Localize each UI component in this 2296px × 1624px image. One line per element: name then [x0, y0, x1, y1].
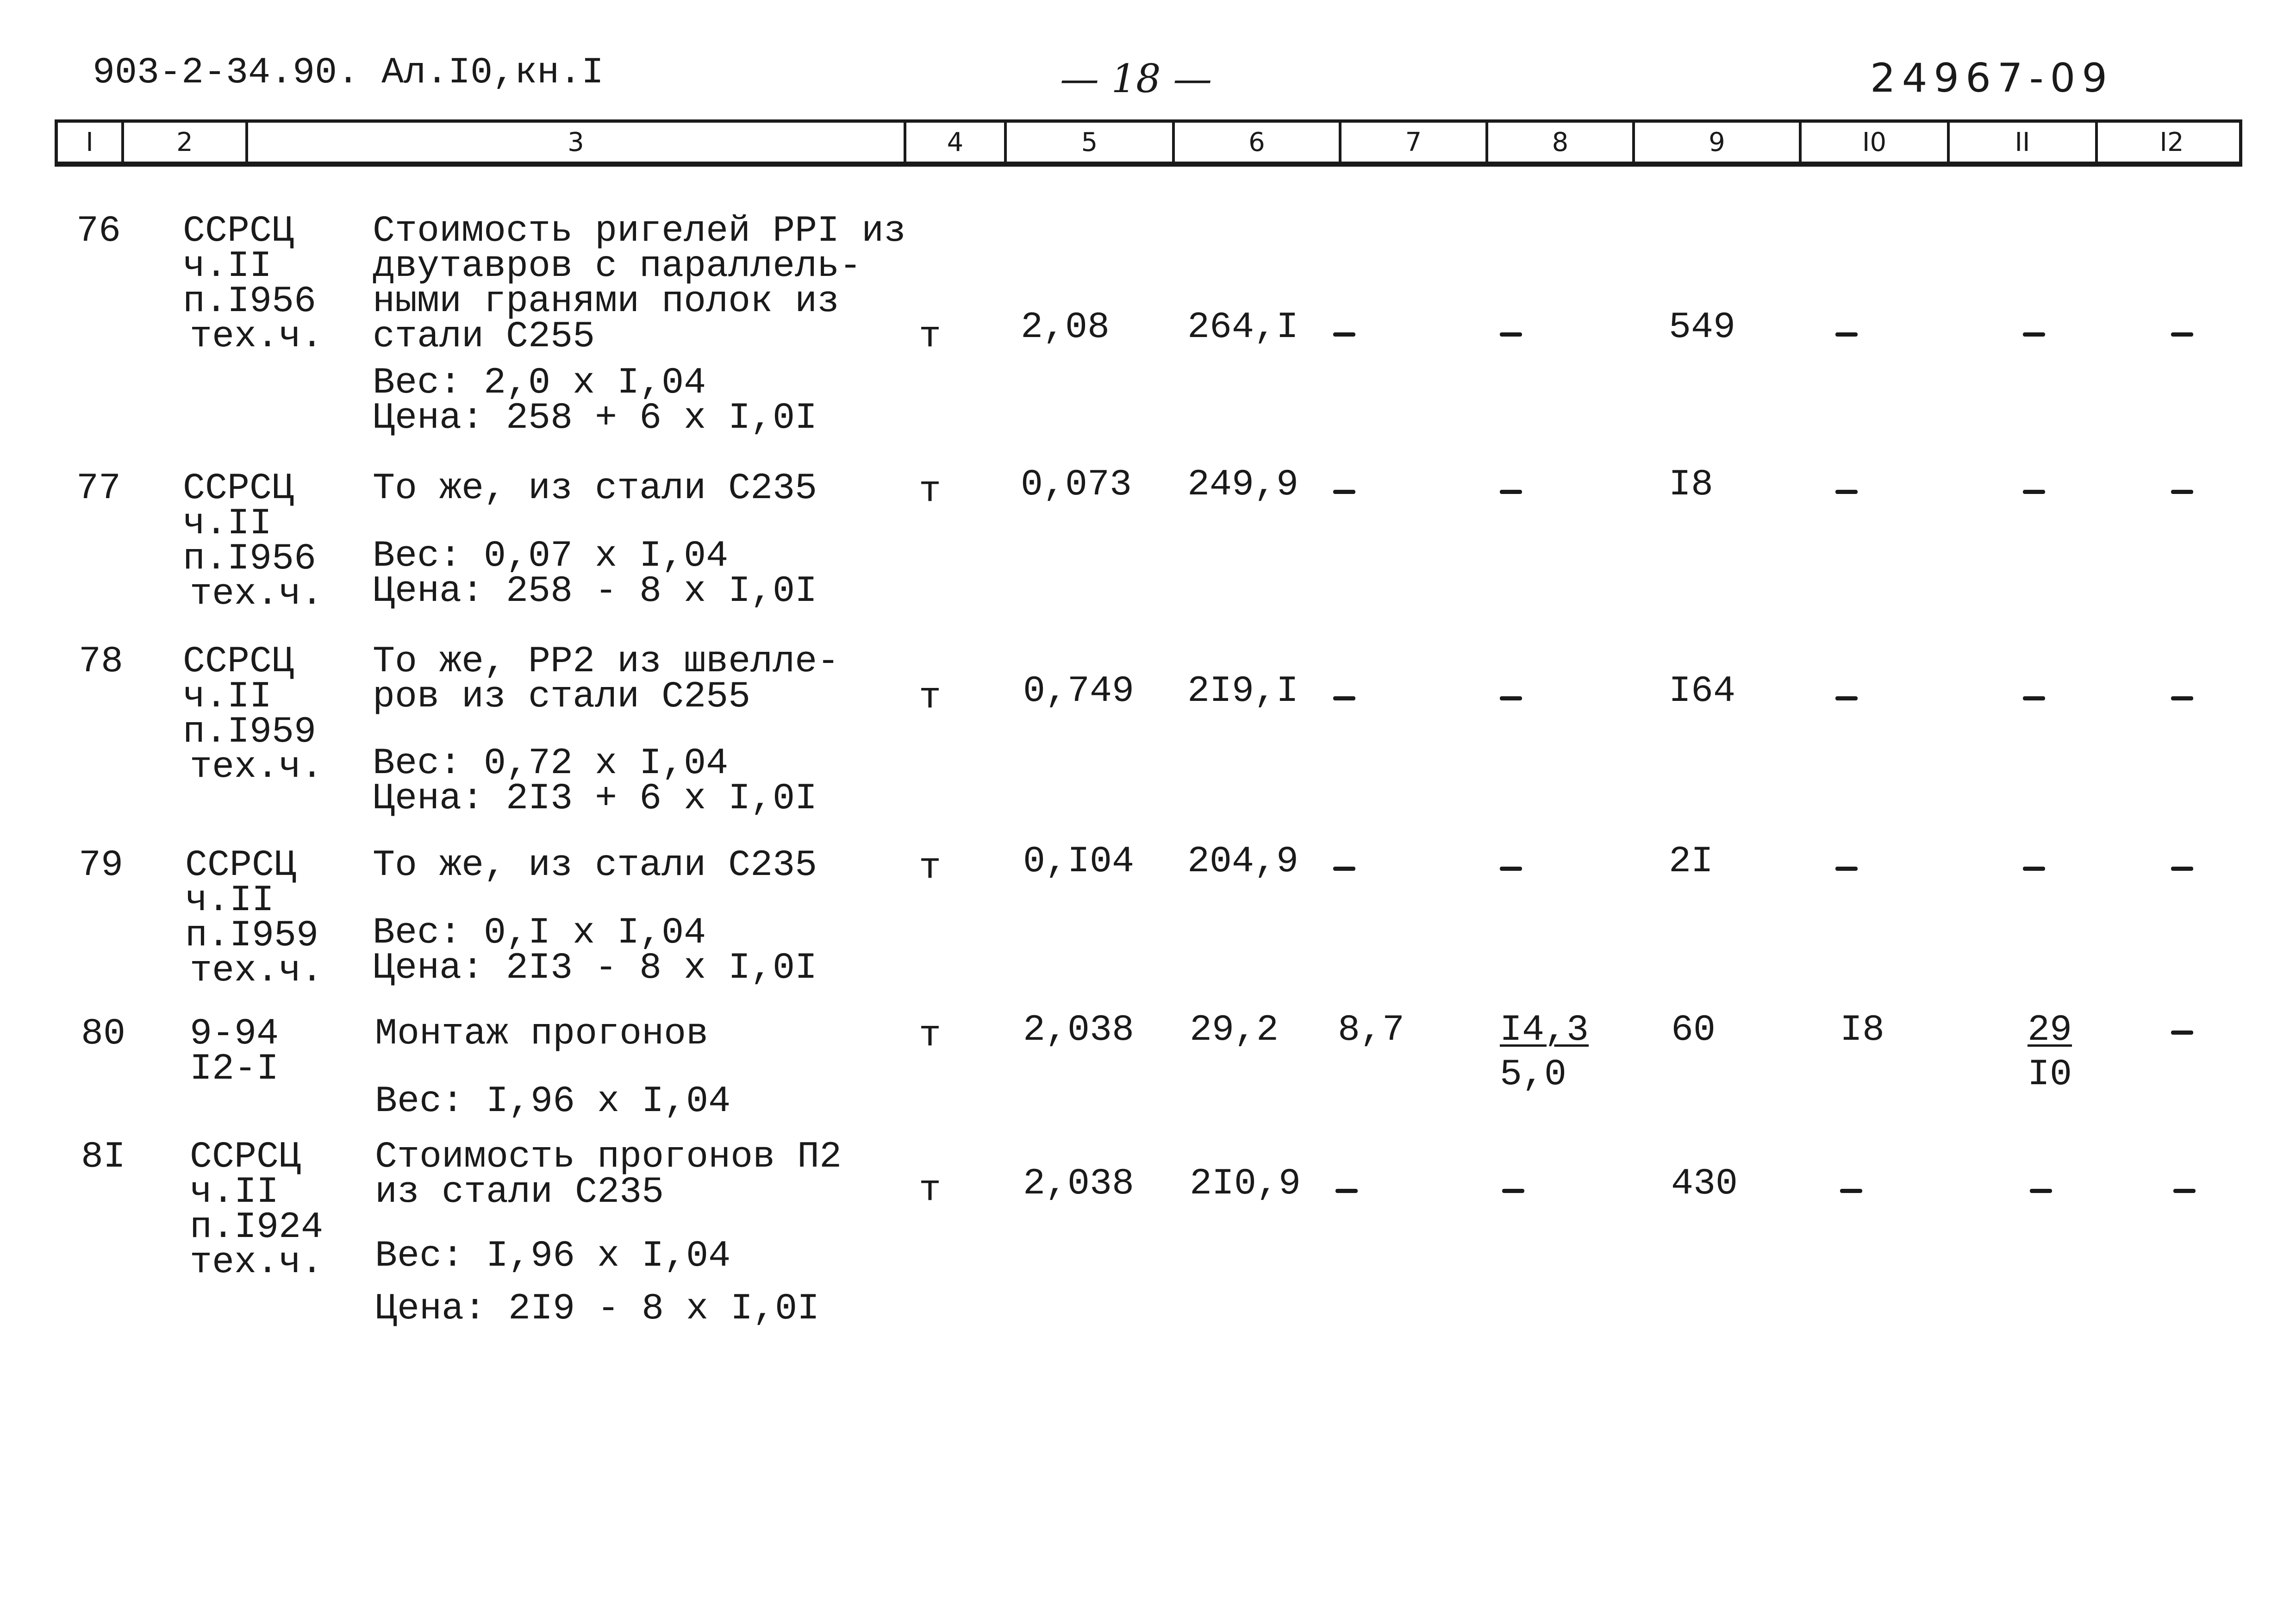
quantity-cell: 2,038 [1023, 1009, 1135, 1051]
description-line: Стоимость ригелей PPI из [373, 210, 906, 252]
ref-line: тех.ч. [190, 573, 324, 615]
row-number: 80 [81, 1013, 126, 1055]
dash-mark [2023, 867, 2045, 871]
ref-line: ч.II [183, 245, 272, 287]
ref-line: ССРСЦ [183, 468, 294, 510]
dash-mark [2023, 696, 2045, 700]
col8-numerator: I4,3 [1500, 1009, 1589, 1051]
col-header-7: 7 [1339, 123, 1485, 162]
col10-cell: I8 [1840, 1009, 1885, 1051]
unit-cell: т [919, 677, 942, 719]
description-line: Монтаж прогонов [375, 1013, 709, 1055]
weight-formula: Вес: I,96 x I,04 [375, 1081, 731, 1123]
col-header-10: I0 [1799, 123, 1947, 162]
col-header-5: 5 [1004, 123, 1172, 162]
price-formula: Цена: 2I9 - 8 x I,0I [375, 1288, 820, 1330]
ref-line: п.I959 [185, 915, 319, 957]
description-line: ров из стали С255 [373, 676, 751, 718]
col-header-12: I2 [2095, 123, 2246, 162]
dash-mark [2030, 1189, 2052, 1193]
col-header-4: 4 [904, 123, 1004, 162]
col9-cell: I8 [1669, 464, 1714, 506]
col6-cell: 2I9,I [1187, 670, 1299, 712]
weight-formula: Вес: 2,0 x I,04 [373, 362, 706, 404]
weight-formula: Вес: I,96 x I,04 [375, 1235, 731, 1277]
col6-cell: 249,9 [1187, 464, 1299, 506]
dash-mark [1333, 696, 1355, 700]
quantity-cell: 2,038 [1023, 1163, 1135, 1205]
description-line: ными гранями полок из [373, 281, 840, 323]
dash-mark [1333, 867, 1355, 871]
ref-line: п.I956 [183, 281, 317, 323]
price-formula: Цена: 258 - 8 x I,0I [373, 570, 817, 612]
price-formula: Цена: 2I3 - 8 x I,0I [373, 947, 817, 989]
quantity-cell: 0,073 [1021, 464, 1132, 506]
dash-mark [1835, 490, 1858, 494]
col6-cell: 264,I [1187, 306, 1299, 349]
col6-cell: 29,2 [1190, 1009, 1279, 1051]
dash-mark [2023, 490, 2045, 494]
dash-mark [1500, 490, 1522, 494]
description-line: То же, PP2 из швелле- [373, 641, 840, 683]
unit-cell: т [919, 1015, 942, 1057]
ref-line: 9-94 [190, 1013, 279, 1055]
price-formula: Цена: 258 + 6 x I,0I [373, 397, 817, 439]
ref-line: тех.ч. [190, 746, 324, 788]
unit-cell: т [919, 470, 942, 512]
col9-cell: 2I [1669, 841, 1714, 883]
row-number: 8I [81, 1136, 126, 1178]
dash-mark [2173, 1189, 2196, 1193]
description-line: То же, из стали С235 [373, 844, 817, 887]
ref-line: тех.ч. [190, 950, 324, 992]
quantity-cell: 0,I04 [1023, 841, 1135, 883]
ref-line: ч.II [190, 1171, 279, 1213]
quantity-cell: 2,08 [1021, 306, 1110, 349]
col9-cell: I64 [1669, 670, 1736, 712]
ref-line: тех.ч. [190, 1242, 324, 1284]
ref-line: I2-I [190, 1048, 279, 1090]
col-header-11: II [1947, 123, 2095, 162]
price-formula: Цена: 2I3 + 6 x I,0I [373, 778, 817, 820]
dash-mark [1500, 332, 1522, 337]
column-header-row [55, 119, 2242, 165]
ref-line: п.I956 [183, 538, 317, 580]
description-line: Стоимость прогонов П2 [375, 1136, 842, 1178]
ref-line: п.I959 [183, 711, 317, 753]
col9-cell: 430 [1671, 1163, 1738, 1205]
ref-line: ССРСЦ [190, 1136, 301, 1178]
col-header-1: I [86, 127, 94, 157]
row-number: 77 [76, 468, 121, 510]
col6-cell: 204,9 [1187, 841, 1299, 883]
dash-mark [2171, 490, 2193, 494]
dash-mark [1500, 867, 1522, 871]
col9-cell: 549 [1669, 306, 1736, 349]
header-rule [55, 164, 2242, 167]
col9-cell: 60 [1671, 1009, 1716, 1051]
ref-line: ССРСЦ [185, 844, 297, 887]
dash-mark [2023, 332, 2045, 337]
row-number: 76 [76, 210, 121, 252]
dash-mark [1335, 1189, 1358, 1193]
ref-line: ч.II [183, 503, 272, 545]
col-header-6: 6 [1172, 123, 1339, 162]
col-header-8: 8 [1485, 123, 1632, 162]
col6-cell: 2I0,9 [1190, 1163, 1301, 1205]
dash-mark [1502, 1189, 1524, 1193]
dash-mark [1500, 696, 1522, 700]
dash-mark [2171, 696, 2193, 700]
description-line: из стали С235 [375, 1171, 664, 1213]
row-number: 78 [79, 641, 124, 683]
page-number: — 18 — [1060, 56, 1212, 101]
col8-denominator: 5,0 [1500, 1054, 1567, 1096]
ref-line: тех.ч. [190, 316, 324, 358]
weight-formula: Вес: 0,07 x I,04 [373, 535, 729, 577]
col-header-3: 3 [245, 123, 904, 162]
description-line: стали С255 [373, 316, 595, 358]
ref-line: ССРСЦ [183, 641, 294, 683]
unit-cell: т [919, 1169, 942, 1212]
description-line: двутавров с параллель- [373, 245, 862, 287]
dash-mark [1840, 1189, 1862, 1193]
col-header-2: 2 [121, 123, 245, 162]
dash-mark [2171, 1031, 2193, 1035]
dash-mark [1835, 332, 1858, 337]
unit-cell: т [919, 316, 942, 358]
row-number: 79 [79, 844, 124, 887]
document-code: 903-2-34.90. Ал.I0,кн.I [93, 52, 604, 94]
col-header-9: 9 [1632, 123, 1799, 162]
ref-line: ч.II [183, 676, 272, 718]
unit-cell: т [919, 847, 942, 889]
weight-formula: Вес: 0,I x I,04 [373, 912, 706, 954]
dash-mark [1835, 696, 1858, 700]
description-line: То же, из стали С235 [373, 468, 817, 510]
dash-mark [2171, 867, 2193, 871]
col11-denominator: I0 [2028, 1054, 2072, 1096]
ref-line: ч.II [185, 880, 275, 922]
dash-mark [2171, 332, 2193, 337]
col7-cell: 8,7 [1338, 1009, 1405, 1051]
dash-mark [1333, 490, 1355, 494]
dash-mark [1835, 867, 1858, 871]
ref-line: ССРСЦ [183, 210, 294, 252]
weight-formula: Вес: 0,72 x I,04 [373, 743, 729, 785]
document-number: 24967-09 [1870, 55, 2114, 101]
ref-line: п.I924 [190, 1206, 324, 1249]
dash-mark [1333, 332, 1355, 337]
col11-numerator: 29 [2028, 1009, 2072, 1051]
quantity-cell: 0,749 [1023, 670, 1135, 712]
